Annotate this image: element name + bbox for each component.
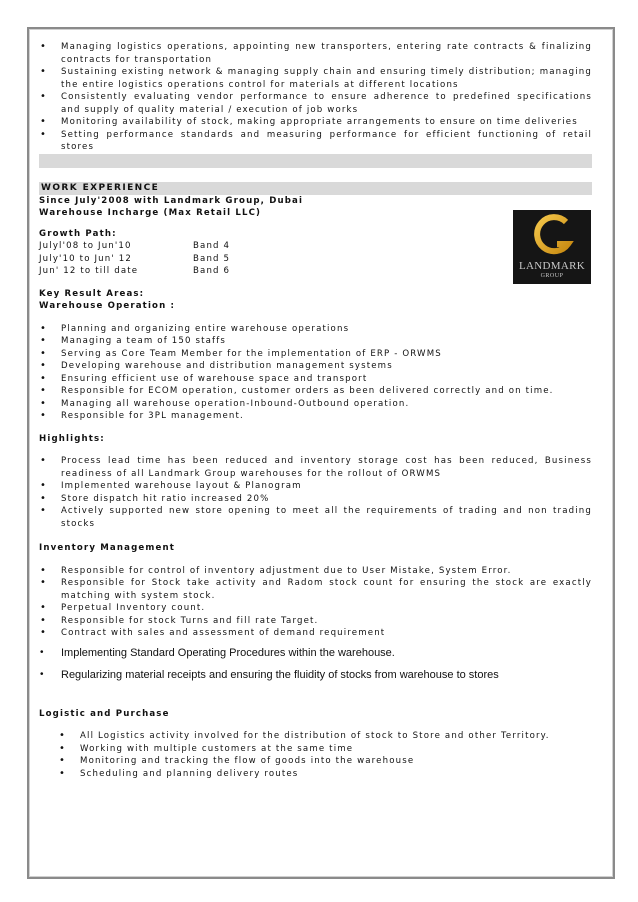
list-item: • Setting performance standards and measuring performance for efficient functioning of retail stores: [39, 129, 592, 154]
landmark-group-logo: [513, 210, 591, 284]
list-item: • Store dispatch hit ratio increased 20%: [39, 493, 592, 506]
table-row: [39, 240, 230, 253]
list-item: • Scheduling and planning delivery routes: [58, 768, 592, 781]
highlights-title: Highlights:: [39, 433, 105, 444]
list-item: • Sustaining existing network & managing supply chain and ensuring timely distribution; managing the entire logistics operations control for materials at different locations: [39, 66, 592, 91]
role-line: Warehouse Incharge (Max Retail LLC): [39, 208, 262, 218]
list-item: • Process lead time has been reduced and inventory storage cost has been reduced, Business readiness of all Landmark Group warehouses for the rollout of ORWMS: [39, 455, 592, 480]
growth-band: Band 6: [193, 266, 231, 276]
list-item: • Serving as Core Team Member for the implementation of ERP - ORWMS: [39, 348, 592, 361]
logo-sub: GROUP: [540, 273, 564, 279]
logistic-list: [39, 730, 592, 780]
list-item: • All Logistics activity involved for the distribution of stock to Store and other Territory.: [58, 730, 592, 743]
list-item: • Implementing Standard Operating Procedures within the warehouse.: [39, 644, 592, 662]
list-item: • Managing all warehouse operation-Inbound-Outbound operation.: [39, 398, 592, 411]
list-item: • Managing a team of 150 staffs: [39, 335, 592, 348]
growth-period: Jun' 12 to till date: [39, 266, 139, 276]
inventory-large-list: [39, 644, 592, 684]
list-item: • Contract with sales and assessment of demand requirement: [39, 627, 592, 640]
list-item: • Working with multiple customers at the same time: [58, 743, 592, 756]
landmark-emblem-icon: [513, 210, 591, 262]
growth-period: July'10 to Jun' 12: [39, 253, 132, 264]
resume-content: [39, 41, 592, 780]
inventory-title: Inventory Management: [39, 543, 175, 553]
list-item: • Responsible for control of inventory adjustment due to User Mistake, System Error.: [39, 565, 592, 578]
list-item: • Managing logistics operations, appointing new transporters, entering rate contracts & finalizing contracts for transportation: [39, 41, 592, 66]
company-line: Since July'2008 with Landmark Group, Dubai: [39, 195, 304, 206]
growth-path-title: Growth Path:: [39, 228, 117, 239]
kra-subtitle: Warehouse Operation :: [39, 301, 176, 311]
section-heading-work-experience: WORK EXPERIENCE: [39, 182, 592, 195]
growth-period: Julyl'08 to Jun'10: [39, 241, 132, 251]
list-item: • Regularizing material receipts and ensuring the fluidity of stocks from warehouse to stores: [39, 666, 592, 684]
list-item: • Monitoring availability of stock, making appropriate arrangements to ensure on time deliveries: [39, 116, 592, 129]
top-bullet-list: [39, 41, 592, 154]
growth-band: Band 4: [193, 241, 231, 251]
logistic-title: Logistic and Purchase: [39, 708, 170, 719]
list-item: • Responsible for ECOM operation, customer orders as been delivered correctly and on time.: [39, 385, 592, 398]
list-item: • Actively supported new store opening to meet all the requirements of trading and non trading stocks: [39, 505, 592, 530]
list-item: • Responsible for 3PL management.: [39, 410, 592, 423]
table-row: [39, 265, 230, 278]
table-row: [39, 253, 230, 266]
list-item: • Responsible for Stock take activity and Radom stock count for ensuring the stock are exactly matching with system stock.: [39, 577, 592, 602]
list-item: • Ensuring efficient use of warehouse space and transport: [39, 373, 592, 386]
list-item: • Developing warehouse and distribution management systems: [39, 360, 592, 373]
resume-page: [27, 27, 615, 879]
list-item: • Perpetual Inventory count.: [39, 602, 592, 615]
shaded-divider: [39, 154, 592, 168]
growth-band: Band 5: [193, 253, 231, 264]
kra-title: Key Result Areas:: [39, 288, 145, 299]
list-item: • Monitoring and tracking the flow of goods into the warehouse: [58, 755, 592, 768]
inventory-list: [39, 565, 592, 640]
growth-path-table: [39, 240, 230, 278]
list-item: • Responsible for stock Turns and fill rate Target.: [39, 615, 592, 628]
warehouse-bullet-list: [39, 323, 592, 423]
list-item: • Planning and organizing entire warehouse operations: [39, 323, 592, 336]
list-item: • Consistently evaluating vendor performance to ensure adherence to predefined specifications and supply of quality material / execution of job works: [39, 91, 592, 116]
logo-name: LANDMARK: [519, 260, 585, 272]
list-item: • Implemented warehouse layout & Planogram: [39, 480, 592, 493]
highlights-list: [39, 455, 592, 530]
